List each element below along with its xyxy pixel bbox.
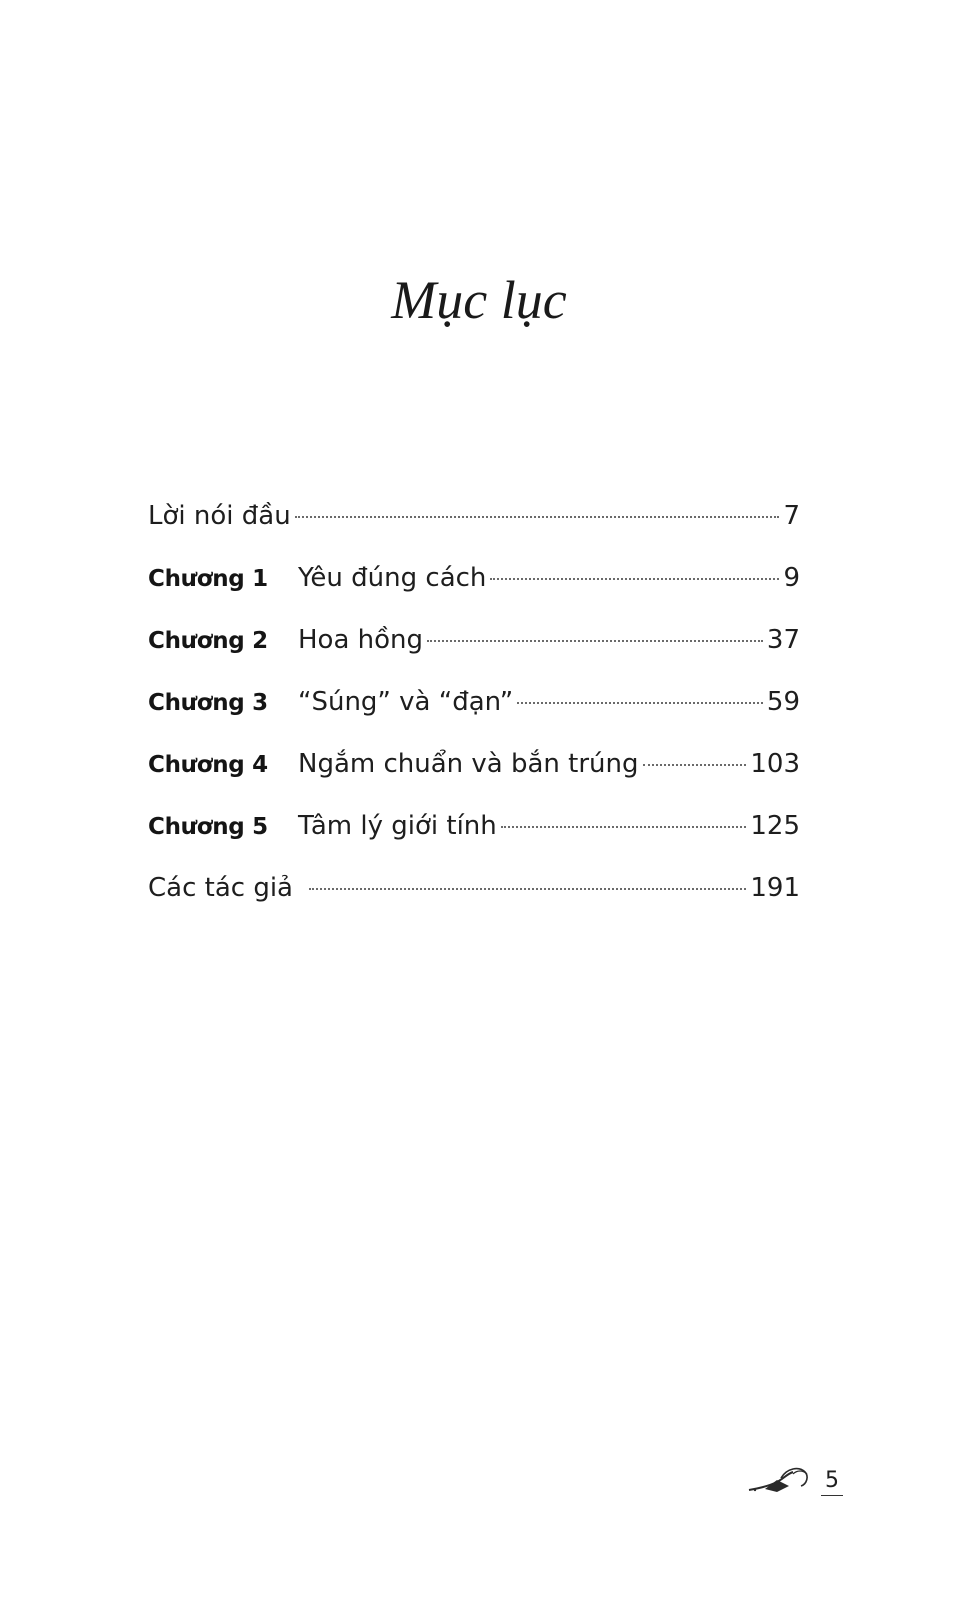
page-number: 5 — [821, 1467, 843, 1496]
chapter-label: Chương 2 — [148, 628, 268, 654]
dot-leader — [427, 640, 763, 642]
toc-entry-page: 191 — [750, 873, 800, 903]
toc-entry-title: Tâm lý giới tính — [298, 811, 497, 841]
toc-entry-authors[interactable] — [148, 868, 800, 930]
toc-entry-page: 103 — [750, 749, 800, 779]
page-title: Mục lục — [391, 270, 567, 330]
chapter-label: Chương 3 — [148, 690, 268, 716]
toc-entry-page: 59 — [766, 687, 800, 717]
chapter-label: Chương 4 — [148, 752, 268, 778]
toc-entry-title: Hoa hồng — [298, 625, 424, 655]
book-flourish-icon — [747, 1462, 817, 1496]
dot-leader — [517, 702, 763, 704]
toc-entry-page: 37 — [766, 625, 800, 655]
chapter-label: Chương 5 — [148, 814, 268, 840]
toc-entry-chapter-2[interactable] — [148, 620, 800, 682]
toc-entry-chapter-3[interactable] — [148, 682, 800, 744]
toc-entry-chapter-1[interactable] — [148, 558, 800, 620]
dot-leader — [501, 826, 747, 828]
dot-leader — [295, 516, 780, 518]
toc-entry-page: 125 — [750, 811, 800, 841]
toc-entry-chapter-4[interactable] — [148, 744, 800, 806]
toc-entry-title: Yêu đúng cách — [298, 563, 487, 593]
chapter-label: Chương 1 — [148, 566, 268, 592]
toc-entry-page: 7 — [783, 501, 800, 531]
dot-leader — [490, 578, 779, 580]
table-of-contents — [148, 496, 800, 930]
dot-leader — [643, 764, 747, 766]
toc-entry-title: Lời nói đầu — [148, 501, 291, 531]
toc-entry-title: “Súng” và “đạn” — [298, 687, 514, 717]
toc-entry-title: Các tác giả — [148, 873, 293, 903]
toc-entry-chapter-5[interactable] — [148, 806, 800, 868]
toc-entry-foreword[interactable] — [148, 496, 800, 558]
page-folio — [747, 1462, 843, 1496]
toc-entry-page: 9 — [783, 563, 800, 593]
toc-entry-title: Ngắm chuẩn và bắn trúng — [298, 749, 639, 779]
dot-leader — [309, 888, 746, 890]
